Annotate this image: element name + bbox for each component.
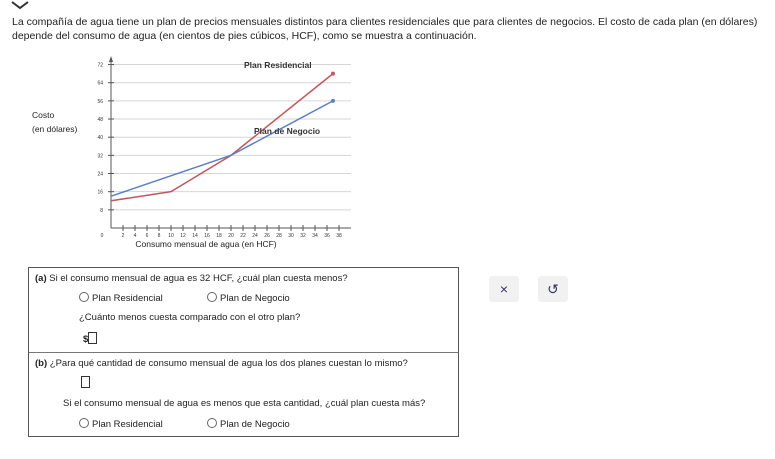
x-tick-label: 18: [216, 233, 222, 239]
radio-button[interactable]: [207, 418, 217, 428]
currency-symbol: $: [83, 334, 89, 345]
x-tick-label: 4: [133, 233, 137, 239]
y-tick-label: 56: [97, 98, 103, 105]
divider: [29, 352, 458, 353]
x-tick-label: 30: [288, 233, 294, 239]
x-tick-label: 36: [324, 233, 330, 239]
y-tick-label: 24: [97, 171, 103, 178]
x-axis-label: Consumo mensual de agua (en HCF): [135, 239, 277, 249]
series-line-negocio: [111, 101, 333, 196]
option-label: Plan de Negocio: [220, 419, 290, 430]
question-box: [28, 267, 459, 437]
option-label: Plan Residencial: [92, 293, 163, 304]
series-end-point: [331, 72, 335, 76]
x-tick-label: 26: [264, 233, 270, 239]
radio-button[interactable]: [79, 418, 89, 428]
series-end-point: [331, 99, 335, 103]
radio-button[interactable]: [207, 292, 217, 302]
x-tick-label: 6: [145, 233, 149, 239]
x-tick-label: 28: [276, 233, 282, 239]
x-tick-label: 22: [240, 233, 246, 239]
question-a-answer: [83, 332, 97, 345]
question-b-option-residencial[interactable]: [79, 418, 163, 430]
y-tick-label: 40: [97, 135, 103, 142]
answer-input[interactable]: [88, 332, 97, 344]
option-label: Plan Residencial: [92, 419, 163, 430]
y-axis-arrow: [109, 56, 113, 62]
y-axis-label: (en dólares): [32, 124, 78, 134]
x-tick-label: 8: [157, 233, 161, 239]
x-tick-label: 10: [168, 233, 174, 239]
x-tick-label: 24: [252, 233, 258, 239]
clear-button[interactable]: ×: [489, 276, 519, 302]
chevron-down-icon[interactable]: [8, 0, 32, 10]
question-a-option-negocio[interactable]: [207, 292, 290, 304]
question-b: [35, 358, 408, 369]
cost-chart: [26, 54, 356, 254]
y-tick-label: 64: [97, 80, 103, 87]
answer-input[interactable]: [81, 376, 90, 388]
question-a-label: (a): [35, 273, 47, 284]
question-b-text: ¿Para qué cantidad de consumo mensual de agua los dos planes cuestan lo mismo?: [49, 358, 408, 369]
question-a: [35, 273, 348, 284]
undo-button[interactable]: ↺: [538, 276, 568, 302]
x-tick-label: 14: [192, 233, 198, 239]
x-tick-label: 34: [312, 233, 318, 239]
y-tick-label: 8: [100, 207, 103, 214]
question-a-followup: ¿Cuánto menos cuesta comparado con el otro plan?: [79, 312, 301, 323]
y-tick-label: 32: [97, 153, 103, 160]
x-tick-label: 20: [228, 233, 234, 239]
y-tick-label: 72: [97, 62, 103, 69]
x-tick-label: 16: [204, 233, 210, 239]
y-axis-label: Costo: [32, 110, 55, 120]
radio-button[interactable]: [79, 292, 89, 302]
y-tick-label: 16: [97, 189, 103, 196]
question-b-answer: [81, 376, 90, 389]
question-b-followup: Si el consumo mensual de agua es menos que esta cantidad, ¿cuál plan cuesta más?: [63, 398, 426, 409]
series-label-negocio: Plan de Negocio: [254, 126, 321, 136]
x-tick-label: 38: [336, 233, 342, 239]
question-a-option-residencial[interactable]: [79, 292, 163, 304]
x-tick-label: 2: [121, 233, 125, 239]
problem-statement: La compañía de agua tiene un plan de precios mensuales distintos para clientes residenciales que para clientes de negocios. El costo de cada plan (en dólares) depende del consumo de agua (en cientos de pies cúbicos, HCF), como se muestra a continuación.: [12, 16, 758, 42]
question-b-label: (b): [35, 358, 48, 369]
series-label-residencial: Plan Residencial: [244, 60, 312, 70]
origin-label: 0: [100, 233, 104, 239]
x-tick-label: 12: [180, 233, 186, 239]
x-tick-label: 32: [300, 233, 306, 239]
question-a-text: Si el consumo mensual de agua es 32 HCF, ¿cuál plan cuesta menos?: [49, 273, 348, 284]
question-b-option-negocio[interactable]: [207, 418, 290, 430]
y-tick-label: 48: [97, 117, 103, 124]
option-label: Plan de Negocio: [220, 293, 290, 304]
